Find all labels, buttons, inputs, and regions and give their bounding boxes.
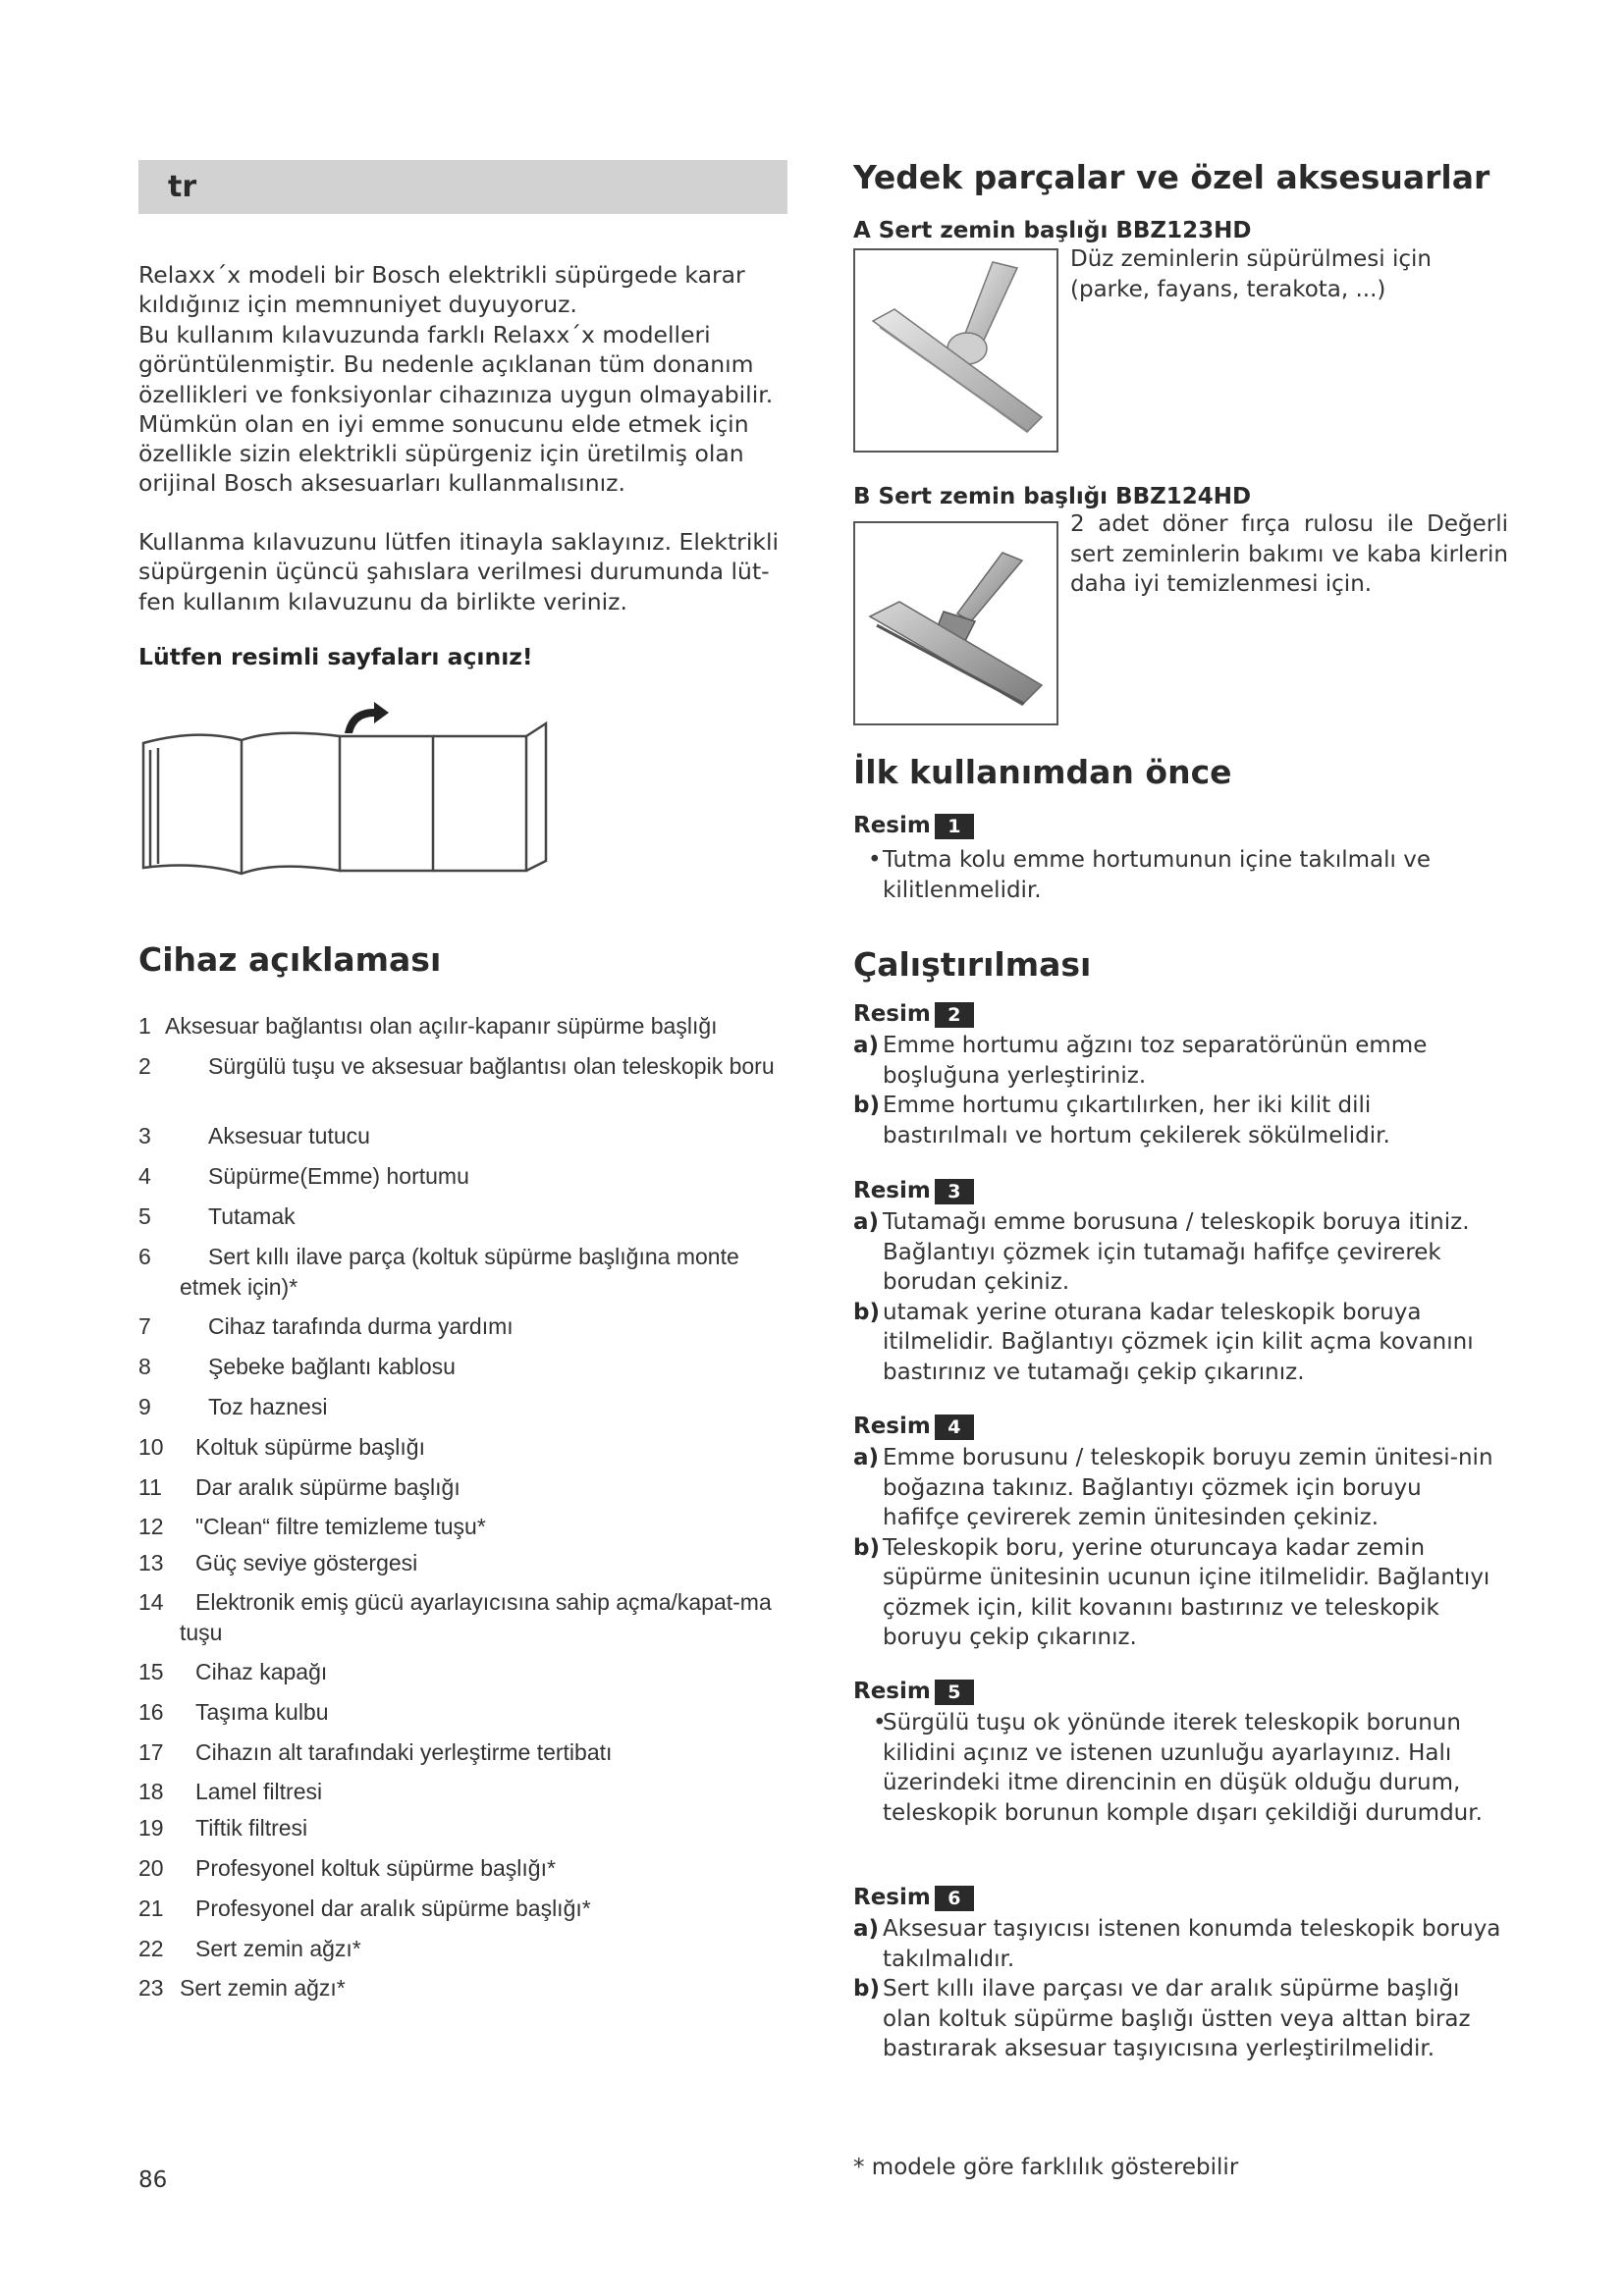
intro-text-1: Relaxx´x modeli bir Bosch elektrikli süpürgede karar kıldığınız için memnuniyet duyuyoruz. [138,261,745,319]
list-item: 2 Sürgülü tuşu ve aksesuar bağlantısı olan teleskopik boru [138,1053,775,1079]
list-item: 6 Sert kıllı ilave parça (koltuk süpürme başlığına monte etmek için)* [138,1244,739,1300]
list-item: 20 Profesyonel koltuk süpürme başlığı* [138,1855,556,1881]
list-item: 12 "Clean“ filtre temizleme tuşu* [138,1514,486,1539]
figure-number-badge: 2 [935,1002,974,1028]
figure-number-badge: 3 [935,1179,974,1204]
figure-reference-5 [853,1679,974,1708]
figure-label: Resim [853,1414,931,1439]
intro-text-3: Kullanma kılavuzunu lütfen itinayla saklayınız. Elektrikli süpürgenin üçüncü şahıslara verilmesi durumunda lüt-fen kullanım kılavuzunu da birlikte veriniz. [138,528,780,615]
list-item: 21 Profesyonel dar aralık süpürme başlığı* [138,1896,591,1921]
list-item: 11 Dar aralık süpürme başlığı [138,1474,460,1500]
intro-paragraph-2 [138,320,794,499]
operation-title: Çalıştırılması [853,945,1092,984]
fold-arrow-icon [345,702,389,733]
figure-reference-2 [853,1001,974,1031]
step-b: b) Teleskopik boru, yerine oturuncaya kadar zemin süpürme ünitesinin ucunun içine itilmelidir. Bağlantıyı çözmek için, kilit kovanını bastırınız ve teleskopik boruyu çekip çıkarınız. [853,1534,1490,1650]
step-a: a) Emme borusunu / teleskopik boruyu zemin ünitesi-nin boğazına takınız. Bağlantıyı çözmek için boruyu hafifçe çevirerek zemin ünitesinden çekiniz. [853,1445,1493,1530]
spare-parts-title: Yedek parçalar ve özel aksesuarlar [853,158,1490,196]
step-a: a) Emme hortumu ağzını toz separatörünün emme boşluğuna yerleştiriniz. [853,1033,1428,1089]
spare-part-b-title: B Sert zemin başlığı BBZ124HD [853,484,1252,509]
figure-3-steps [853,1207,1501,1387]
figure-label: Resim [853,1178,931,1203]
list-item: 23 Sert zemin ağzı* [138,1975,346,2001]
figure-label: Resim [853,1885,931,1910]
first-use-title: İlk kullanımdan önce [853,753,1232,791]
figure-label: Resim [853,1679,931,1704]
list-item: 14 Elektronik emiş gücü ayarlayıcısına sahip açma/kapat-ma tuşu [138,1589,772,1645]
figure-label: Resim [853,813,931,838]
figure-reference-6 [853,1885,974,1914]
language-code: tr [168,170,197,204]
bullet-text: Sürgülü tuşu ok yönünde iterek teleskopik borunun kilidini açınız ve istenen uzunluğu ayarlayınız. Halı üzerindeki itme direncinin en düşük olduğu durum, teleskopik borunun komple dışarı çekildiği durumdur. [883,1710,1483,1826]
list-item: 10 Koltuk süpürme başlığı [138,1434,425,1460]
figure-reference-4 [853,1414,974,1443]
list-item: 19 Tiftik filtresi [138,1815,308,1841]
list-item: 18 Lamel filtresi [138,1779,323,1804]
list-item: 17 Cihazın alt tarafındaki yerleştirme tertibatı [138,1739,613,1765]
list-item: 3 Aksesuar tutucu [138,1123,370,1148]
list-item: 22 Sert zemin ağzı* [138,1936,361,1961]
bullet-icon: • [868,847,882,873]
figure-number-badge: 4 [935,1415,974,1440]
list-item: 8 Şebeke bağlantı kablosu [138,1354,456,1379]
open-pages-note: Lütfen resimli sayfaları açınız! [138,643,533,670]
figure-5-bullet [853,1708,1501,1828]
floor-nozzle-illustration [855,250,1056,451]
list-item: 16 Taşıma kulbu [138,1699,329,1725]
spare-part-a-image [853,248,1058,453]
intro-paragraph-3 [138,527,794,616]
spare-part-a-title: A Sert zemin başlığı BBZ123HD [853,218,1252,243]
step-a: a) Tutamağı emme borusuna / teleskopik boruya itiniz. Bağlantıyı çözmek için tutamağı hafifçe çevirerek borudan çekiniz. [853,1209,1470,1295]
figure-reference-1 [853,813,974,842]
step-a: a) Aksesuar taşıyıcısı istenen konumda teleskopik boruya takılmalıdır. [853,1916,1501,1972]
figure-6-steps [853,1914,1501,2064]
figure-4-steps [853,1443,1501,1653]
device-section-title: Cihaz açıklaması [138,940,442,979]
figure-2-steps [853,1031,1501,1150]
list-item: 7 Cihaz tarafında durma yardımı [138,1313,514,1339]
footnote: * modele göre farklılık gösterebilir [853,2155,1239,2180]
list-item: 5 Tutamak [138,1203,296,1229]
brush-nozzle-illustration [855,523,1056,723]
list-item: 15 Cihaz kapağı [138,1659,328,1684]
step-b: b) Emme hortumu çıkartılırken, her iki kilit dili bastırılmalı ve hortum çekilerek sökülmelidir. [853,1093,1390,1148]
intro-paragraph-1 [138,260,794,320]
page-number: 86 [138,2167,168,2193]
step-b: b) Sert kıllı ilave parçası ve dar aralık süpürme başlığı olan koltuk süpürme başlığı üstten veya alttan biraz bastırarak aksesuar taşıyıcısına yerleştirilmelidir. [853,1976,1471,2061]
intro-text-2: Bu kullanım kılavuzunda farklı Relaxx´x modelleri görüntülenmiştir. Bu nedenle açıklanan tüm donanım özellikleri ve fonksiyonlar cihazınıza uygun olmayabilir. Mümkün olan en iyi emme sonucunu elde etmek için özellikle sizin elektrikli süpürgeniz için üretilmiş olan orijinal Bosch aksesuarları kullanmalısınız. [138,321,774,498]
list-item: 13 Güç seviye göstergesi [138,1550,418,1575]
list-item: 4 Süpürme(Emme) hortumu [138,1163,469,1189]
step-b: b) utamak yerine oturana kadar teleskopik boruya itilmelidir. Bağlantıyı çözmek için kilit açma kovanını bastırınız ve tutamağı çekip çıkarınız. [853,1299,1474,1385]
list-item: 9 Toz haznesi [138,1394,328,1419]
language-bar [138,160,787,214]
bullet-text: Tutma kolu emme hortumunun içine takılmalı ve kilitlenmelidir. [883,847,1431,903]
figure-number-badge: 1 [935,814,974,839]
first-use-bullet [853,845,1501,905]
figure-number-badge: 5 [935,1680,974,1705]
figure-reference-3 [853,1178,974,1207]
bullet-icon: • [873,1710,887,1735]
list-item: 1 Aksesuar bağlantısı olan açılır-kapanır süpürme başlığı [138,1013,718,1039]
booklet-fold-illustration [138,699,551,881]
spare-part-b-description: 2 adet döner fırça rulosu ile Değerli sert zeminlerin bakımı ve kaba kirlerin daha iyi temizlenmesi için. [1070,511,1508,597]
spare-part-a-description: Düz zeminlerin süpürülmesi için (parke, fayans, terakota, ...) [1070,246,1432,302]
figure-label: Resim [853,1001,931,1027]
figure-number-badge: 6 [935,1886,974,1911]
spare-part-b-image [853,521,1058,725]
